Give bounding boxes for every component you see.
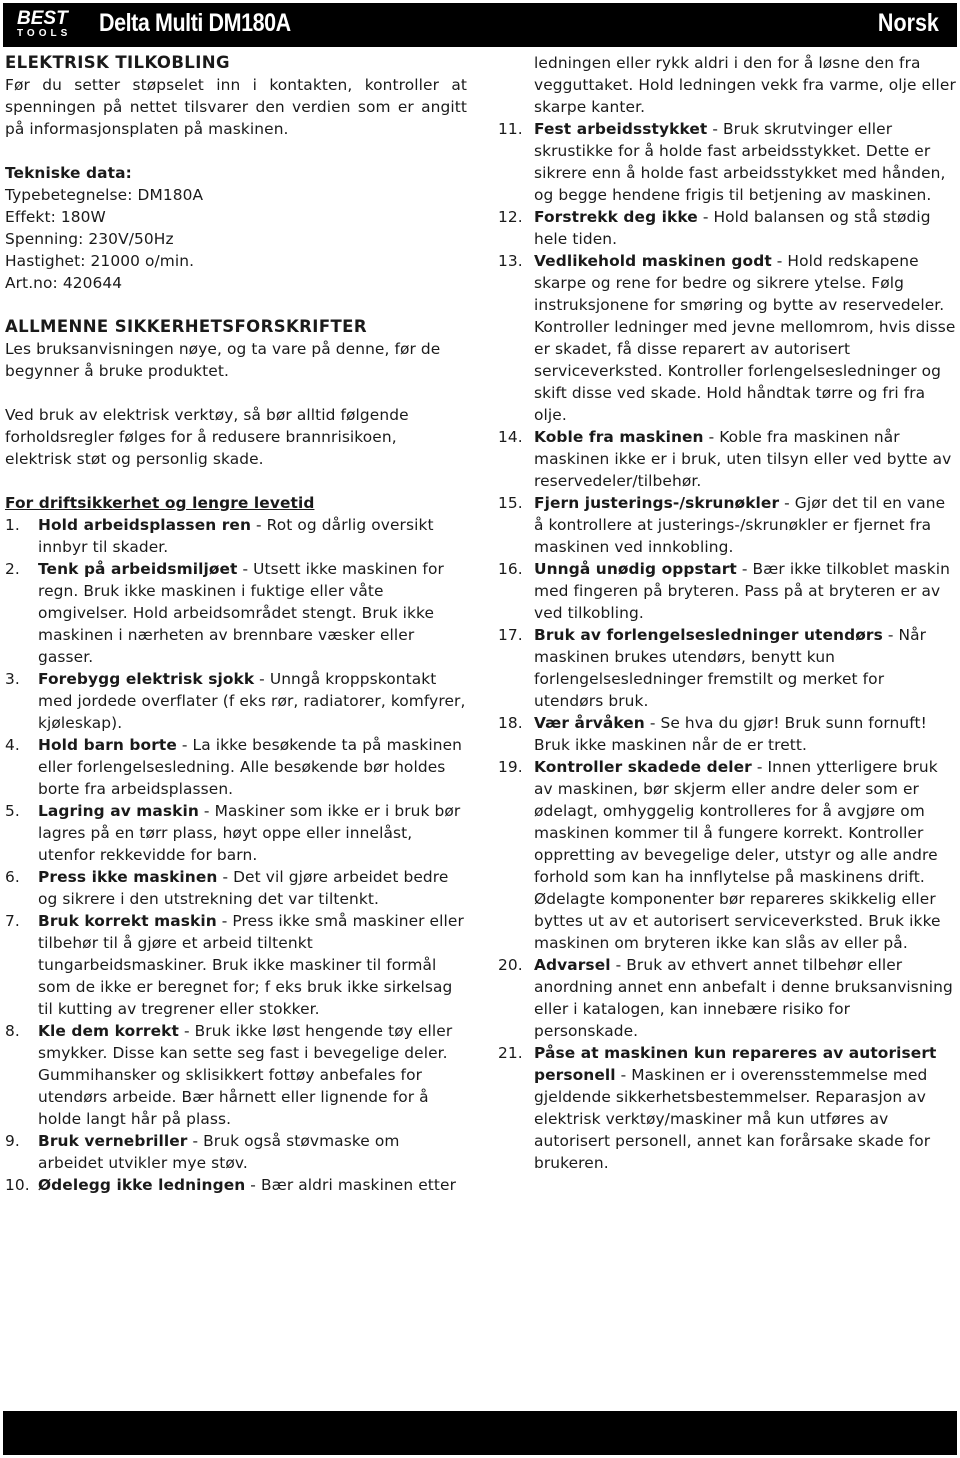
list-item: [498, 1042, 958, 1174]
item-text: - Bruk av ethvert annet tilbehør eller anordning annet enn anbefalt i denne bruksanvisning eller i katalogen, kan innebære risiko for personskade.: [534, 956, 953, 1040]
item-text: - Rot og dårlig oversikt innbyr til skader.: [38, 516, 434, 556]
item-title: Fjern justerings-/skrunøkler: [534, 494, 780, 512]
best-tools-logo: [17, 9, 81, 41]
list-item: [498, 756, 958, 954]
item-number: 16.: [498, 560, 523, 578]
safety-list-right: [498, 118, 958, 1174]
item-text: - Koble fra maskinen når maskinen ikke er i bruk, uten tilsyn eller ved bytte av reservedeler/tilbehør.: [534, 428, 952, 490]
connection-heading: ELEKTRISK TILKOBLING: [5, 53, 230, 72]
item-number: 9.: [5, 1132, 20, 1150]
item-number: 1.: [5, 516, 20, 534]
item-text: - Utsett ikke maskinen for regn. Bruk ikke maskinen i fuktige eller våte omgivelser. Hold arbeidsområdet stengt. Bruk ikke maskinen i nærheten av brennbare væsker eller gasser.: [38, 560, 444, 666]
language-label: Norsk: [878, 9, 939, 37]
item-number: 13.: [498, 252, 523, 270]
item-number: 11.: [498, 120, 523, 138]
logo-text-top: BEST: [17, 8, 68, 29]
item-title: Hold barn borte: [38, 736, 177, 754]
tech-line: Typebetegnelse: DM180A: [5, 186, 204, 204]
list-item: [498, 492, 958, 558]
item-number: 6.: [5, 868, 20, 886]
list-item: [498, 624, 958, 712]
item-number: 5.: [5, 802, 20, 820]
tech-line: Hastighet: 21000 o/min.: [5, 252, 195, 270]
item-text: - Bær ikke tilkoblet maskin med fingeren på bryteren. Pass på at bryteren er av ved tilkobling.: [534, 560, 951, 622]
item-title: Unngå unødig oppstart: [534, 560, 737, 578]
safety-text-2: Ved bruk av elektrisk verktøy, så bør alltid følgende forholdsregler følges for å redusere brannrisikoen, elektrisk støt og personlig skade.: [5, 406, 409, 468]
list-item: [5, 734, 467, 800]
connection-text: Før du setter støpselet inn i kontakten, kontroller at spenningen på nettet tilsvarer den verdien som er angitt på informasjonsplaten på maskinen.: [5, 76, 467, 138]
item-text: - Press ikke små maskiner eller tilbehør til å gjøre et arbeid tiltenkt tungarbeidsmaskiner. Bruk ikke maskiner til formål som de ikke er beregnet for; f eks bruk ikke sirkelsag til kutting av tregrener eller stokker.: [38, 912, 464, 1018]
list-item: [5, 800, 467, 866]
item-text: - Når maskinen brukes utendørs, benytt kun forlengelsesledninger fremstilt og merket for utendørs bruk.: [534, 626, 927, 710]
item-title: Tenk på arbeidsmiljøet: [38, 560, 238, 578]
item-title: Forstrekk deg ikke: [534, 208, 698, 226]
product-title: Delta Multi DM180A: [99, 9, 291, 37]
item-text: - Bruk også støvmaske om arbeidet utvikler mye støv.: [38, 1132, 400, 1172]
tech-line: Spenning: 230V/50Hz: [5, 230, 174, 248]
item-text: - Maskiner som ikke er i bruk bør lagres på en tørr plass, høyt oppe eller innelåst, utenfor rekkevidde for barn.: [38, 802, 461, 864]
item-text: - Bruk ikke løst hengende tøy eller smykker. Disse kan sette seg fast i bevegelige deler. Gummihansker og sklisikkert fottøy anbefales for utendørs arbeide. Bær hårnett eller lignende for å holde langt hår på plass.: [38, 1022, 453, 1128]
item-title: Bruk vernebriller: [38, 1132, 188, 1150]
list-item-continuation: [498, 52, 958, 118]
item-number: 21.: [498, 1044, 523, 1062]
safety-list-left: [5, 514, 467, 1196]
list-item: [5, 668, 467, 734]
item-title: Fest arbeidsstykket: [534, 120, 708, 138]
item-text: - Hold redskapene skarpe og rene for bedre og sikrere ytelse. Følg instruksjonene for smøring og bytte av reservedeler. Kontroller ledninger med jevne mellomrom, hvis disse er skadet, få disse reparert av autorisert serviceverksted. Kontroller forlengelsesledninger og skift disse ved skade. Hold håndtak tørre og fri fra olje.: [534, 252, 956, 424]
list-item: [498, 206, 958, 250]
list-heading: For driftsikkerhet og lengre levetid: [5, 494, 315, 512]
list-item: [498, 426, 958, 492]
item-number: 14.: [498, 428, 523, 446]
list-item: [5, 514, 467, 558]
item-text: - Unngå kroppskontakt med jordede overflater (f eks rør, radiatorer, komfyrer, kjøleskap).: [38, 670, 466, 732]
item-title: Kontroller skadede deler: [534, 758, 752, 776]
item-number: 3.: [5, 670, 20, 688]
item-text: - Det vil gjøre arbeidet bedre og sikrere i den utstrekning det var tiltenkt.: [38, 868, 449, 908]
item-title: Koble fra maskinen: [534, 428, 704, 446]
item-title: Bruk korrekt maskin: [38, 912, 217, 930]
list-item: [5, 910, 467, 1020]
item-number: 2.: [5, 560, 20, 578]
list-item: [498, 118, 958, 206]
item-title: Hold arbeidsplassen ren: [38, 516, 252, 534]
left-column: [5, 52, 467, 1196]
item-number: 17.: [498, 626, 523, 644]
item-text: - Innen ytterligere bruk av maskinen, bør skjerm eller andre deler som er ødelagt, omhyggelig kontrolleres for å avgjøre om maskinen kommer til å fungere korrekt. Kontroller oppretting av bevegelige deler, utstyr og alle andre forhold som kan ha innflytelse på maskinens drift. Ødelagte komponenter bør repareres skikkelig eller byttes ut av et autorisert serviceverksted. Bruk ikke maskinen om bryteren ikke kan slås av eller på.: [534, 758, 941, 952]
list-item: [498, 558, 958, 624]
item-number: 19.: [498, 758, 523, 776]
item-title: Press ikke maskinen: [38, 868, 218, 886]
list-item: [5, 1130, 467, 1174]
list-item: [498, 954, 958, 1042]
item-title: Vedlikehold maskinen godt: [534, 252, 772, 270]
item-text: - Maskinen er i overensstemmelse med gjeldende sikkerhetsbestemmelser. Reparasjon av elektrisk verktøy/maskiner må kun utføres av autorisert personell, annet kan forårsake skade for brukeren.: [534, 1066, 931, 1172]
logo-text-bottom: TOOLS: [17, 28, 72, 39]
right-column: [498, 52, 958, 1174]
item-title: Lagring av maskin: [38, 802, 199, 820]
continuation-text: ledningen eller rykk aldri i den for å løsne den fra vegguttaket. Hold ledningen vekk fra varme, olje eller skarpe kanter.: [534, 54, 956, 116]
item-title: Forebygg elektrisk sjokk: [38, 670, 255, 688]
tech-line: Art.no: 420644: [5, 274, 123, 292]
page-header: [3, 3, 957, 47]
item-text: - La ikke besøkende ta på maskinen eller forlengelsesledning. Alle besøkende bør holdes borte fra arbeidsplassen.: [38, 736, 462, 798]
item-text: - Hold balansen og stå stødig hele tiden.: [534, 208, 931, 248]
item-number: 8.: [5, 1022, 20, 1040]
item-number: 15.: [498, 494, 523, 512]
safety-text-1: Les bruksanvisningen nøye, og ta vare på denne, før de begynner å bruke produktet.: [5, 340, 441, 380]
item-title: Vær årvåken: [534, 714, 645, 732]
item-title: Bruk av forlengelsesledninger utendørs: [534, 626, 883, 644]
item-text: - Bær aldri maskinen etter: [245, 1176, 457, 1194]
item-number: 12.: [498, 208, 523, 226]
item-number: 10.: [5, 1176, 30, 1194]
item-text: - Bruk skrutvinger eller skrustikke for å holde fast arbeidsstykket. Dette er sikrere enn å holde fast arbeidsstykket med hånden, og begge hendene frigis til betjening av maskinen.: [534, 120, 946, 204]
item-number: 4.: [5, 736, 20, 754]
safety-heading: ALLMENNE SIKKERHETSFORSKRIFTER: [5, 317, 367, 336]
item-title: Advarsel: [534, 956, 611, 974]
list-item: [5, 558, 467, 668]
item-text: - Se hva du gjør! Bruk sunn fornuft! Bruk ikke maskinen når de er trett.: [534, 714, 927, 754]
list-item: [498, 250, 958, 426]
tech-heading: Tekniske data:: [5, 164, 132, 182]
item-number: 20.: [498, 956, 523, 974]
item-text: - Gjør det til en vane å kontrollere at justerings-/skrunøkler er fjernet fra maskinen ved innkobling.: [534, 494, 946, 556]
item-title: Ødelegg ikke ledningen: [38, 1176, 246, 1194]
tech-line: Effekt: 180W: [5, 208, 106, 226]
list-item: [498, 712, 958, 756]
item-number: 7.: [5, 912, 20, 930]
list-item: [5, 866, 467, 910]
item-title: Kle dem korrekt: [38, 1022, 179, 1040]
item-title: Påse at maskinen kun repareres av autorisert personell: [534, 1044, 937, 1084]
item-number: 18.: [498, 714, 523, 732]
footer-bar: [3, 1411, 957, 1455]
list-item: [5, 1174, 467, 1196]
list-item: [5, 1020, 467, 1130]
